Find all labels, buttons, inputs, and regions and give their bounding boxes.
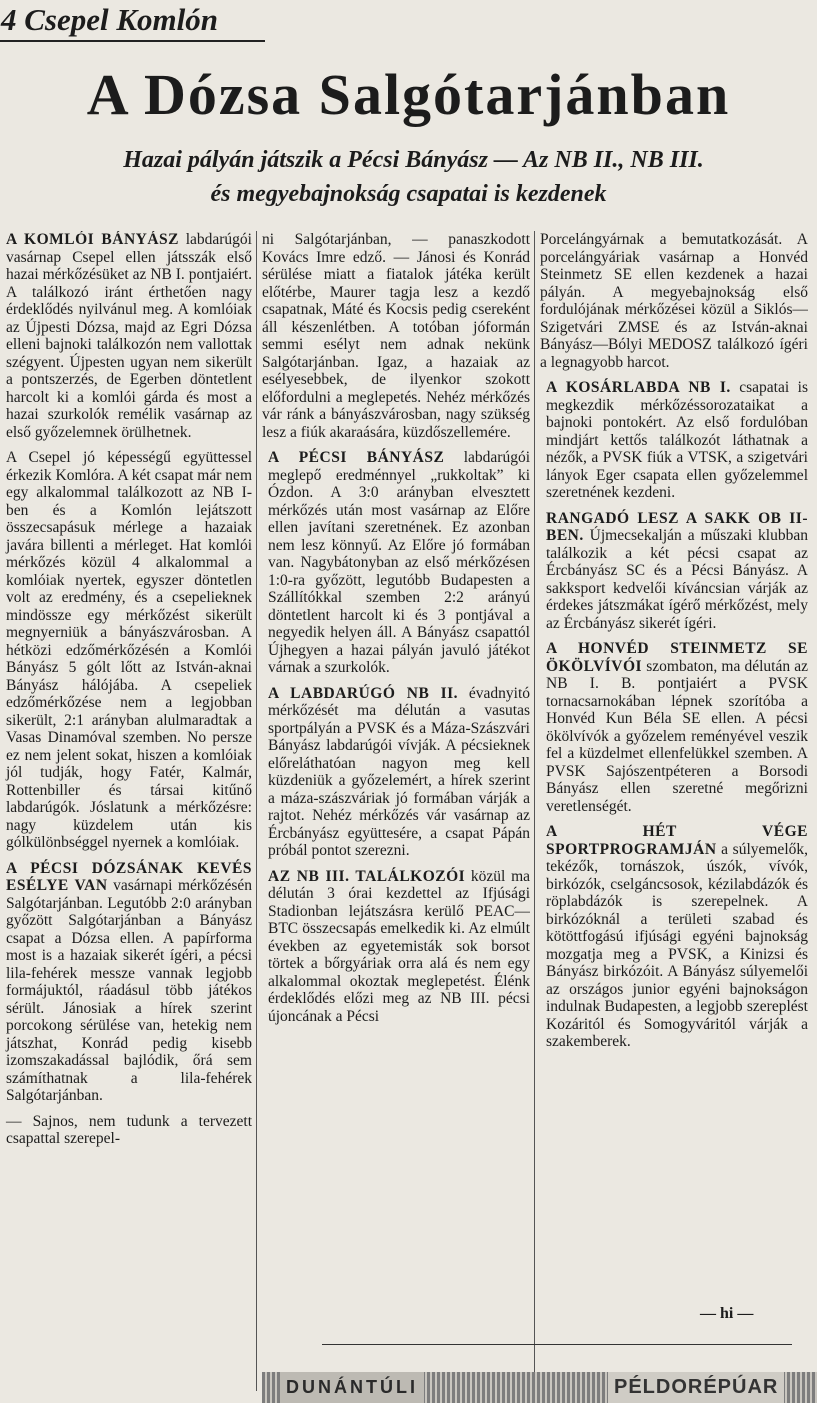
masthead-left-text: DUNÁNTÚLI [280, 1372, 424, 1403]
paragraph-lead: A LABDARÚGÓ NB II. [268, 684, 459, 702]
paragraph [0, 231, 252, 441]
paragraph: Porcelángyárnak a bemutatkozását. A porcelángyáriak vasárnap a Honvéd Steinmetz SE ellen kezdenek a hazai pályán. A megyebajnokság első fordulójának mérkőzései közül a Siklós—Szigetvári ZMSE és az István-aknai Bányász—Bólyi MEDOSZ találkozó ígéri a legnagyobb harcot. [540, 231, 808, 371]
article-column-2 [262, 231, 530, 1381]
subheadline-line-1: Hazai pályán játszik a Pécsi Bányász — Az NB II., NB III. [123, 147, 704, 173]
paragraph-lead: A KOSÁRLABDA NB I. [546, 379, 731, 396]
paragraph-body: labdarúgói vasárnap Csepel ellen játsszák első hazai mérkőzésüket az NB I. pontjaiért. A találkozó iránt érthetően nagy érdeklődés nyilvánul meg. A komlóiak az Újpesti Dózsa, majd az Egri Dózsa elleni bajnoki találkozón nem vallottak szégyent. Újpesten ugyan nem sikerült a pontszerzés, de Egerben döntetlent harcolt ki a komlói gárda és most a hazai szurkolók remélik vasárnap az első győzelemnek örülhetnek. [6, 231, 252, 441]
paragraph-body: csapatai is megkezdik mérkőzéssorozataikat a bajnoki pontokért. Az első fordulóban mindjárt kettős találkozót láthatnak a nézők, a PVSK fiúk a VTSK, a szigetvári lányok Eger csapata ellen győzelemmel szeretnének kezdeni. [546, 379, 808, 501]
paragraph [540, 640, 808, 815]
paragraph-body: Újmecsekalján a műszaki klubban találkozik a két pécsi csapat az Ércbányász SC és a Pécsi Bányász. A sakksport kedvelői kíváncsian várják az érdekes játszmákat ígérő mérkőzést, mely az Ércbányász sikerét ígéri. [546, 527, 808, 632]
paragraph [0, 860, 252, 1105]
paragraph-body: labdarúgói meglepő eredménnyel „rukkoltak” ki Ózdon. A 3:0 arányban elvesztett mérkőzés után most vasárnap az Előre ellen javítani szeretnének. Ez azonban nem lesz könnyű. Az Előre jó formában van. Nagybátonyban az első mérkőzésen 1:0-ra győzött, legutóbb Budapesten a Szállítókkal szemben 2:2 arányú döntetlent harcolt ki és 3 pontjával a negyedik helyen áll. A Bányász csapattól Újhegyen a hazai pályán javuló játékot várnak a szurkolók. [268, 449, 530, 676]
paragraph-lead: AZ NB III. TALÁLKOZÓI [268, 867, 466, 885]
paragraph-body: közül ma délután 3 órai kezdettel az Ifjúsági Stadionban lejátszásra kerülő PEAC—BTC összecsapás emelkedik ki. Az elmúlt években az egyetemisták sok borsot törtek a bőrgyáriak orra alá és nem egy alkalommal okoztak meglepetést. Élénk érdeklődés előzi meg az NB III. pécsi újoncának a Pécsi [268, 867, 530, 1025]
headline: A Dózsa Salgótarjánban [86, 62, 731, 127]
paragraph [262, 449, 530, 677]
paragraph-lead: A KOMLÓI BÁNYÁSZ [6, 231, 179, 248]
paragraph-body: vasárnapi mérkőzésén Salgótarjánban. Legutóbb 2:0 arányban győzött Salgótarjánban a Bányász csapat a Dózsa ellen. A papírforma most is a hazaiak sikerét ígéri, a pécsi lila-fehérek messze vannak legjobb formájuktól, ráadásul több játékos sérült. Jánosiak a hírek szerint porcokong sérülése van, hetekig nem játszhat, Konrád pedig kisebb izomszakadással bajlódik, őrá sem számíthatnak a lila-fehérek Salgótarjánban. [6, 877, 252, 1104]
author-signature: — hi — [700, 1305, 754, 1322]
paragraph [262, 868, 530, 1026]
paragraph [540, 379, 808, 502]
column-divider [256, 231, 257, 1391]
article-column-3 [540, 231, 808, 1341]
paragraph-lead: RANGADÓ LESZ A SAKK OB II-BEN. [546, 509, 808, 544]
paragraph-body: évadnyitó mérkőzését ma délután a vasutas sportpályán a PVSK és a Máza-Szászvári Bányász labdarúgói vívják. A pécsieknek előreláthatóan nagyon meg kell küzdeniük a győzelemért, a hírek szerint a máza-szászváriak jó formában várják a rajtot. Nehéz mérkőzés vár vasárnap az Ércbányász együttesére, a csapat Pápán próbál pontot szerezni. [268, 684, 530, 859]
paragraph [262, 685, 530, 860]
paragraph-lead: A PÉCSI DÓZSÁNAK KEVÉS ESÉLYE VAN [6, 859, 252, 894]
paragraph: A Csepel jó képességű együttessel érkezik Komlóra. A két csapat már nem egy alkalommal találkozott az NB I-ben és a Komlón lejátszott összecsapásuk mérlege a hazaiak javára billenti a mérleget. Hat komlói mérkőzés közül 4 alkalommal a komlóiak nyertek, egyszer döntetlen volt az eredmény, és a csepelieknek mindössze egy mérkőzést sikerült megnyerniük a bányászvárosban. A hétközi edzőmérkőzésén a Komlói Bányász 5 gólt lőtt az István-aknai Bányász hálójába. A csepeliek edzőmérkőzése nem a legjobban sikerült, 2:1 arányban alulmaradtak a Vasas Dinamóval szemben. No persze ez nem jelent sokat, hiszen a komlóiak jól tudják, hogy Fatér, Kalmár, Rottenbiller és társai kitűnő labdarúgók. Jóslatunk a mérkőzésre: nagy küzdelem után kis gólkülönbséggel nyernek a komlóiak. [6, 449, 252, 851]
paragraph: ni Salgótarjánban, — panaszkodott Kovács Imre edző. — Jánosi és Konrád sérülése miatt a fiatalok játéka került előtérbe, Maurer tagja lesz a kezdő csapatnak, Máté és Kocsis pedig csereként áll készenlétben. A totóban jóformán semmi esélyt nem adnak nekünk Salgótarjánban. Igaz, a hazaiak az esélyesebbek, de ilyenkor szokott előfordulni a meglepetés. Nehéz mérkőzés vár ránk a bányászvárosban, nagy szükség lesz a fiúk akaraására, küzdőszellemére. [262, 231, 530, 441]
paragraph [540, 823, 808, 1051]
bottom-rule [322, 1344, 792, 1345]
header-underline [0, 40, 265, 42]
subheadline-line-2: és megyebajnokság csapatai is kezdenek [210, 181, 607, 207]
paragraph-lead: A PÉCSI BÁNYÁSZ [268, 449, 445, 466]
paragraph-lead: A HONVÉD STEINMETZ SE ÖKÖLVÍVÓI [546, 640, 808, 675]
paragraph: — Sajnos, nem tudunk a tervezett csapattal szerepel- [6, 1112, 252, 1147]
paragraph-body: szombaton, ma délután az NB I. B. pontjaiért a PVSK tornacsarnokában lépnek szorítóba a Honvéd Kun Béla SE ellen. A pécsi ökölvívók a győzelem reményével veszik fel a küzdelmet ellenfelükkel szemben. A PVSK Sajószentpéteren a Borsodi Bányász ellen szeretné megőrizni veretlenségét. [546, 657, 808, 815]
column-divider [534, 231, 535, 1391]
article-column-1 [0, 231, 252, 1381]
paragraph-lead: A HÉT VÉGE SPORTPROGRAMJÁN [546, 823, 808, 858]
section-header: 4 Csepel Komlón [1, 2, 219, 37]
paragraph-body: a súlyemelők, tekézők, tornászok, úszók, vívók, birkózók, cselgáncsosok, kézilabdázók és röplabdázók is szerepelnek. A birkózóknál a területi szabad és kötöttfogású ifjúsági egyéni bajnokság mozgatja meg a PVSK, a Kinizsi és Bányász birkózóit. A Bányász súlyemelői az országos junior egyéni bajnokságon indulnak Budapesten, a legjobb szereplést Kozáritól és Somogyváritól várják a szakemberek. [546, 840, 808, 1050]
masthead-right-text: PÉLDORÉPÚAR [608, 1372, 784, 1403]
paragraph [540, 510, 808, 633]
